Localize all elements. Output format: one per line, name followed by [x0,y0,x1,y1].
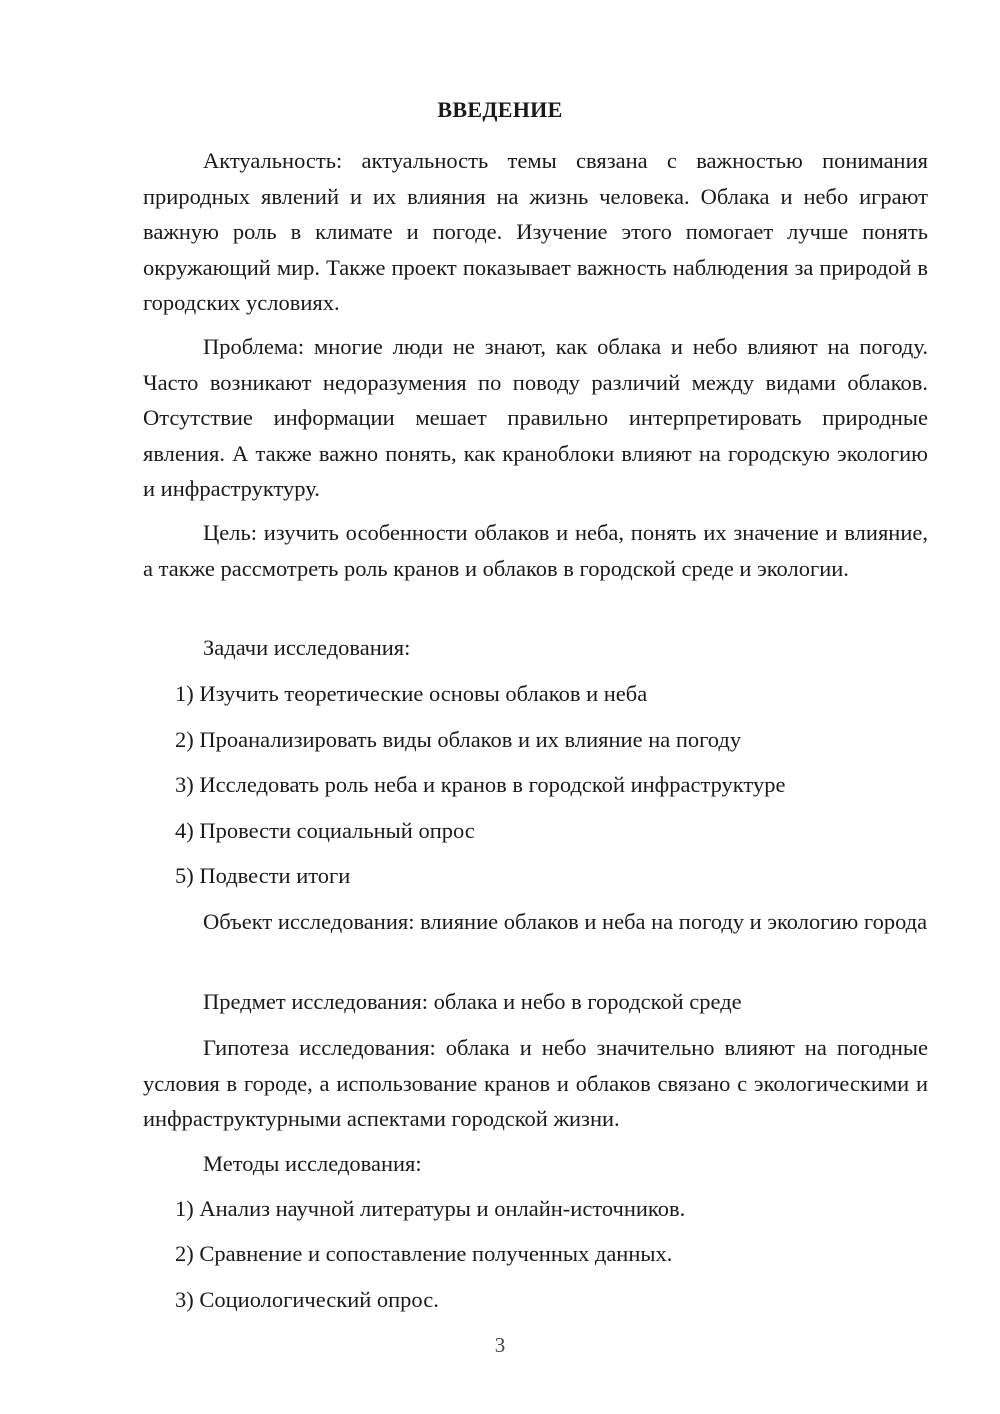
methods-heading: Методы исследования: [203,1151,422,1176]
goal-paragraph: Цель: изучить особенности облаков и неба, понять их значение и влияние, а также рассмотреть роль кранов и облаков в городской среде и экологии. [143,520,928,581]
task-item: 3) Исследовать роль неба и кранов в городской инфраструктуре [175,772,786,797]
method-item: 3) Социологический опрос. [175,1287,439,1312]
task-item: 2) Проанализировать виды облаков и их влияние на погоду [175,727,742,752]
task-item: 5) Подвести итоги [175,863,351,888]
method-item: 2) Сравнение и сопоставление полученных данных. [175,1241,673,1266]
section-heading: ВВЕДЕНИЕ [437,97,563,122]
task-item: 4) Провести социальный опрос [175,818,475,843]
task-item: 1) Изучить теоретические основы облаков и неба [175,681,648,706]
tasks-heading: Задачи исследования: [203,635,411,660]
subject-line: Предмет исследования: облака и небо в городской среде [203,989,742,1014]
object-paragraph: Объект исследования: влияние облаков и неба на погоду и экологию города [203,909,928,934]
actuality-paragraph: Актуальность: актуальность темы связана с важностью понимания природных явлений и их влияния на жизнь человека. Облака и небо играют важную роль в климате и погоде. Изучение этого помогает лучше понять окружающий мир. Также проект показывает важность наблюдения за природой в городских условиях. [143,148,928,315]
page-number: 3 [494,1333,506,1357]
hypothesis-paragraph: Гипотеза исследования: облака и небо значительно влияют на погодные условия в городе, а использование кранов и облаков связано с экологическими и инфраструктурными аспектами городской жизни. [143,1035,928,1131]
method-item: 1) Анализ научной литературы и онлайн-источников. [175,1196,686,1221]
problem-paragraph: Проблема: многие люди не знают, как облака и небо влияют на погоду. Часто возникают недоразумения по поводу различий между видами облаков. Отсутствие информации мешает правильно интерпретировать природные явления. А также важно понять, как краноблоки влияют на городскую экологию и инфраструктуру. [143,334,928,501]
